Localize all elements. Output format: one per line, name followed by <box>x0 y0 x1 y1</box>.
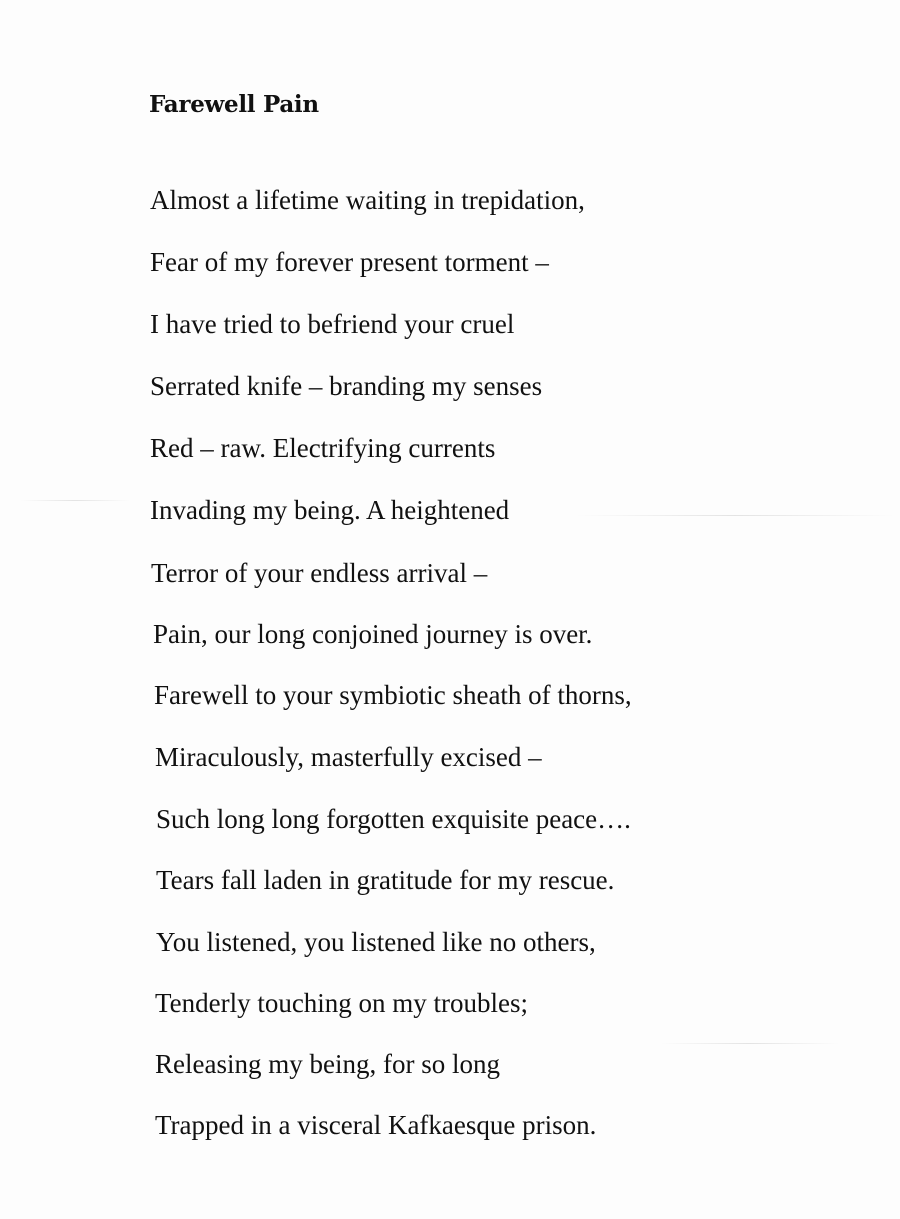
poem-line-11: Such long long forgotten exquisite peace…. <box>156 804 631 834</box>
poem-line-7: Terror of your endless arrival – <box>151 558 488 588</box>
poem-line-3: I have tried to befriend your cruel <box>150 309 515 339</box>
poem-line-8: Pain, our long conjoined journey is over. <box>153 619 593 649</box>
poem-line-6: Invading my being. A heightened <box>150 495 510 525</box>
scan-smudge <box>660 1043 840 1044</box>
poem-title: Farewell Pain <box>149 91 319 118</box>
poem-line-12: Tears fall laden in gratitude for my rescue. <box>156 865 615 895</box>
poem-line-13: You listened, you listened like no others, <box>156 927 596 957</box>
poem-line-16: Trapped in a visceral Kafkaesque prison. <box>155 1110 597 1140</box>
poem-line-9: Farewell to your symbiotic sheath of thorns, <box>154 680 632 710</box>
poem-line-1: Almost a lifetime waiting in trepidation, <box>150 185 585 215</box>
poem-line-14: Tenderly touching on my troubles; <box>155 988 529 1018</box>
scan-smudge <box>575 515 895 516</box>
poem-line-2: Fear of my forever present torment – <box>150 247 549 277</box>
poem-line-4: Serrated knife – branding my senses <box>150 371 543 401</box>
poem-line-5: Red – raw. Electrifying currents <box>150 433 496 463</box>
poem-line-10: Miraculously, masterfully excised – <box>155 742 542 772</box>
poem-line-15: Releasing my being, for so long <box>155 1049 500 1079</box>
scan-smudge <box>20 500 130 501</box>
